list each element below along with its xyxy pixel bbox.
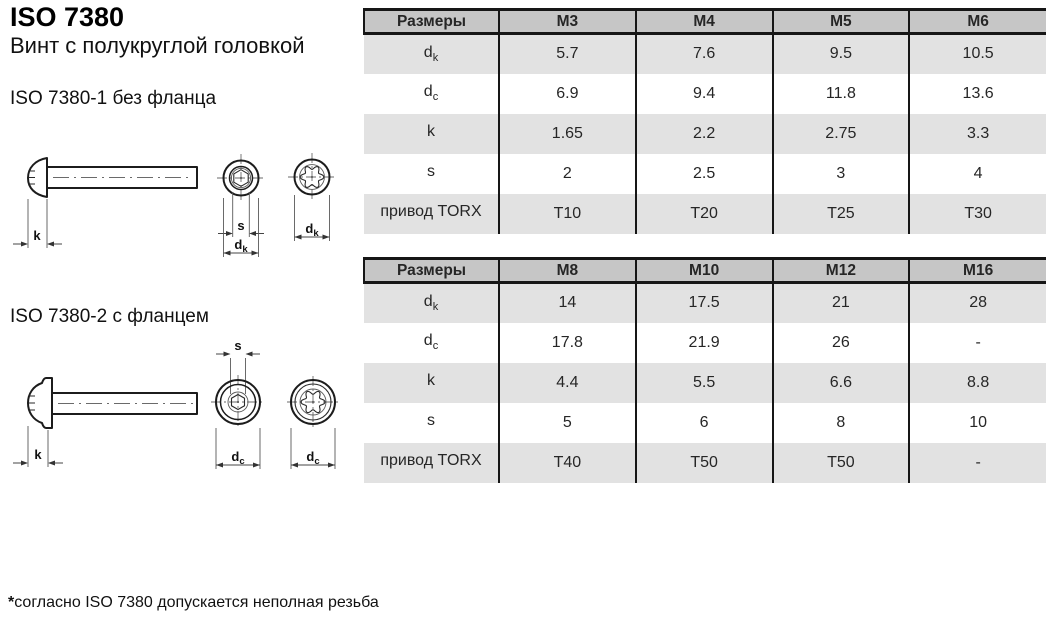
table-cell: T30 — [909, 194, 1046, 234]
table-cell: 10.5 — [909, 34, 1046, 74]
column-header-m10: M10 — [636, 259, 773, 283]
dim-label-k: k — [33, 228, 41, 243]
iso-7380-2-drawing — [8, 336, 358, 476]
table-cell: T50 — [773, 443, 910, 483]
hex-socket-front-view — [211, 375, 265, 429]
row-label: k — [364, 114, 499, 154]
table-header-row — [364, 10, 1046, 34]
table-row-dk — [364, 34, 1046, 74]
table-cell: 1.65 — [499, 114, 636, 154]
row-label: k — [364, 363, 499, 403]
column-header-m8: M8 — [499, 259, 636, 283]
row-label: $d_c$ — [364, 323, 499, 363]
dim-label-dc: $d_c$ — [231, 449, 245, 467]
table-row-k — [364, 114, 1046, 154]
table-cell: 2 — [499, 154, 636, 194]
table-cell: 21 — [773, 283, 910, 323]
dimension-k — [13, 199, 62, 248]
dimension-dc-torx — [291, 428, 335, 469]
dimension-dc-hex — [216, 428, 260, 469]
dim-label-s: s — [234, 338, 242, 353]
dimensions-table-m3-m6 — [363, 8, 1046, 234]
column-header-m12: M12 — [773, 259, 910, 283]
table-cell: T50 — [636, 443, 773, 483]
dim-label-dk: $d_k$ — [234, 237, 248, 255]
dim-label-dc: $d_c$ — [306, 449, 320, 467]
dimension-k — [13, 426, 63, 467]
dimensions-table-m8-m16 — [363, 257, 1046, 483]
table-cell: 9.5 — [773, 34, 910, 74]
table-cell: 4 — [909, 154, 1046, 194]
column-header-m5: M5 — [773, 10, 910, 34]
row-label: s — [364, 403, 499, 443]
table-header-row — [364, 259, 1046, 283]
dim-label-dk: $d_k$ — [305, 221, 319, 239]
row-label: $d_k$ — [364, 283, 499, 323]
page-title: ISO 7380 — [10, 2, 125, 32]
table-row-dk — [364, 283, 1046, 323]
screw-side-view — [28, 158, 197, 197]
flanged-screw-side-view — [28, 378, 197, 428]
table-cell: 14 — [499, 283, 636, 323]
table-cell: 3.3 — [909, 114, 1046, 154]
table-cell: T10 — [499, 194, 636, 234]
section1-label: ISO 7380-1 без фланца — [10, 88, 217, 109]
table-cell: 17.8 — [499, 323, 636, 363]
section2-label: ISO 7380-2 с фланцем — [10, 306, 209, 327]
table-cell: 5 — [499, 403, 636, 443]
table-cell: 6.6 — [773, 363, 910, 403]
table-cell: T40 — [499, 443, 636, 483]
table-cell: 21.9 — [636, 323, 773, 363]
table-cell: 28 — [909, 283, 1046, 323]
row-label: привод TORX — [364, 443, 499, 483]
table-cell: 6 — [636, 403, 773, 443]
table-cell: 8 — [773, 403, 910, 443]
torx-socket-front-view — [287, 376, 339, 428]
column-header-sizes: Размеры — [364, 10, 499, 34]
table-cell: 26 — [773, 323, 910, 363]
iso-7380-1-drawing — [8, 145, 358, 263]
column-header-m3: M3 — [499, 10, 636, 34]
table-cell: T25 — [773, 194, 910, 234]
footnote-asterisk: * — [8, 594, 15, 611]
table-cell: 9.4 — [636, 74, 773, 114]
column-header-sizes: Размеры — [364, 259, 499, 283]
table-row-k — [364, 363, 1046, 403]
torx-socket-front-view — [288, 153, 336, 201]
table-row-dc — [364, 323, 1046, 363]
column-header-m16: M16 — [909, 259, 1046, 283]
table-cell: 5.5 — [636, 363, 773, 403]
dim-label-s: s — [237, 218, 245, 233]
table-row-torx — [364, 194, 1046, 234]
row-label: $d_k$ — [364, 34, 499, 74]
table-row-s — [364, 154, 1046, 194]
table-cell: 13.6 — [909, 74, 1046, 114]
row-label: привод TORX — [364, 194, 499, 234]
hex-socket-front-view — [217, 154, 265, 202]
table-cell: 2.5 — [636, 154, 773, 194]
table-row-dc — [364, 74, 1046, 114]
table-cell: 8.8 — [909, 363, 1046, 403]
footnote-text: согласно ISO 7380 допускается неполная резьба — [14, 594, 379, 611]
row-label: $d_c$ — [364, 74, 499, 114]
table-cell: 10 — [909, 403, 1046, 443]
dim-label-k: k — [34, 447, 42, 462]
table-cell: 2.75 — [773, 114, 910, 154]
column-header-m6: M6 — [909, 10, 1046, 34]
column-header-m4: M4 — [636, 10, 773, 34]
table-cell: 17.5 — [636, 283, 773, 323]
table-cell: 7.6 — [636, 34, 773, 74]
dimension-dk-torx — [295, 195, 330, 241]
table-cell: 5.7 — [499, 34, 636, 74]
table-row-torx — [364, 443, 1046, 483]
table-cell: - — [909, 323, 1046, 363]
row-label: s — [364, 154, 499, 194]
page-subtitle: Винт с полукруглой головкой — [10, 33, 305, 58]
table-cell: 11.8 — [773, 74, 910, 114]
table-cell: 2.2 — [636, 114, 773, 154]
table-cell: 3 — [773, 154, 910, 194]
table-cell: T20 — [636, 194, 773, 234]
table-cell: 6.9 — [499, 74, 636, 114]
table-cell: 4.4 — [499, 363, 636, 403]
footnote — [8, 594, 379, 612]
table-cell: - — [909, 443, 1046, 483]
table-row-s — [364, 403, 1046, 443]
